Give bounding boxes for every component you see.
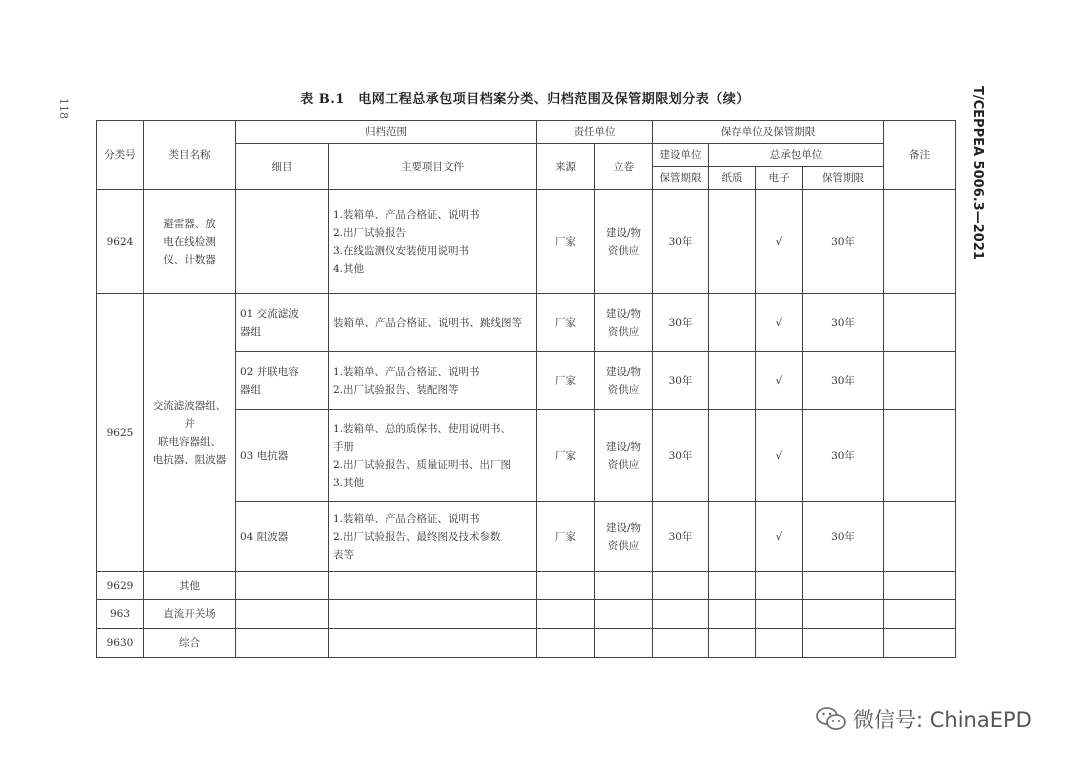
cell-item: 03 电抗器 [236,410,329,502]
table-row [97,572,956,600]
cell-paper [709,502,756,572]
cell-source: 厂家 [537,190,595,294]
cell-remark [884,190,956,294]
cell-electronic: √ [756,352,803,410]
cell-contractor-retention: 30年 [803,190,884,294]
cell-item: 04 阻波器 [236,502,329,572]
header-source: 来源 [537,144,595,190]
header-retention2: 保管期限 [803,167,884,190]
cell-item: 01 交流滤波 器组 [236,294,329,352]
cell-builder-retention: 30年 [653,502,709,572]
standard-code: T/CEPPEA 5006.3—2021 [970,86,985,260]
cell-contractor-retention: 30年 [803,352,884,410]
cell-electronic: √ [756,502,803,572]
cell-paper [709,410,756,502]
table-row [97,629,956,658]
cell-source: 厂家 [537,502,595,572]
cell-class-name: 交流滤波器组、并 联电容器组、 电抗器、阻波器 [144,294,236,572]
header-filing: 立卷 [595,144,653,190]
cell-files: 1.装箱单、产品合格证、说明书 2.出厂试验报告、装配图等 [329,352,537,410]
watermark [815,704,1032,734]
cell-builder-retention: 30年 [653,410,709,502]
cell-class-name: 直流开关场 [144,600,236,629]
header-contractor: 总承包单位 [709,144,884,167]
cell-class-name: 其他 [144,572,236,600]
header-row [97,121,956,144]
header-remark: 备注 [884,121,956,190]
cell-files: 1.装箱单、产品合格证、说明书 2.出厂试验报告、最终图及技术参数 表等 [329,502,537,572]
cell-files: 1.装箱单、总的质保书、使用说明书、 手册 2.出厂试验报告、质量证明书、出厂图 3.其他 [329,410,537,502]
cell-class-no: 9630 [97,629,144,658]
cell-source: 厂家 [537,352,595,410]
watermark-text: 微信号: ChinaEPD [853,708,1032,732]
wechat-icon [815,706,847,732]
cell-filing: 建设/物 资供应 [595,410,653,502]
cell-item: 02 并联电容 器组 [236,352,329,410]
cell-remark [884,352,956,410]
header-retention: 保管期限 [653,167,709,190]
header-class-no: 分类号 [97,121,144,190]
cell-remark [884,294,956,352]
cell-class-no: 963 [97,600,144,629]
archive-table [96,120,956,658]
page-number: 118 [57,98,70,119]
cell-remark [884,502,956,572]
table-title: 表 B.1 电网工程总承包项目档案分类、归档范围及保管期限划分表（续） [300,92,750,107]
cell-paper [709,294,756,352]
cell-class-no: 9625 [97,294,144,572]
cell-source: 厂家 [537,410,595,502]
cell-class-no: 9624 [97,190,144,294]
header-responsible-unit: 责任单位 [537,121,653,144]
cell-paper [709,190,756,294]
header-main-files: 主要项目文件 [329,144,537,190]
header-item: 细目 [236,144,329,190]
cell-filing: 建设/物 资供应 [595,502,653,572]
cell-builder-retention: 30年 [653,352,709,410]
cell-builder-retention: 30年 [653,294,709,352]
table-row [97,294,956,352]
cell-item [236,190,329,294]
cell-files: 1.装箱单、产品合格证、说明书 2.出厂试验报告 3.在线监测仪安装使用说明书 4.其他 [329,190,537,294]
cell-electronic: √ [756,294,803,352]
cell-filing: 建设/物 资供应 [595,352,653,410]
header-builder: 建设单位 [653,144,709,167]
cell-filing: 建设/物 资供应 [595,294,653,352]
cell-remark [884,410,956,502]
header-class-name: 类目名称 [144,121,236,190]
cell-contractor-retention: 30年 [803,410,884,502]
table-row [97,190,956,294]
cell-contractor-retention: 30年 [803,502,884,572]
cell-electronic: √ [756,410,803,502]
cell-class-name: 避雷器、放 电在线检测 仪、计数器 [144,190,236,294]
cell-class-no: 9629 [97,572,144,600]
header-paper: 纸质 [709,167,756,190]
cell-electronic: √ [756,190,803,294]
cell-paper [709,352,756,410]
cell-source: 厂家 [537,294,595,352]
cell-builder-retention: 30年 [653,190,709,294]
cell-filing: 建设/物 资供应 [595,190,653,294]
cell-class-name: 综合 [144,629,236,658]
table-row [97,600,956,629]
cell-contractor-retention: 30年 [803,294,884,352]
header-electronic: 电子 [756,167,803,190]
cell-files: 装箱单、产品合格证、说明书、跳线图等 [329,294,537,352]
header-custody: 保存单位及保管期限 [653,121,884,144]
header-archive-scope: 归档范围 [236,121,537,144]
